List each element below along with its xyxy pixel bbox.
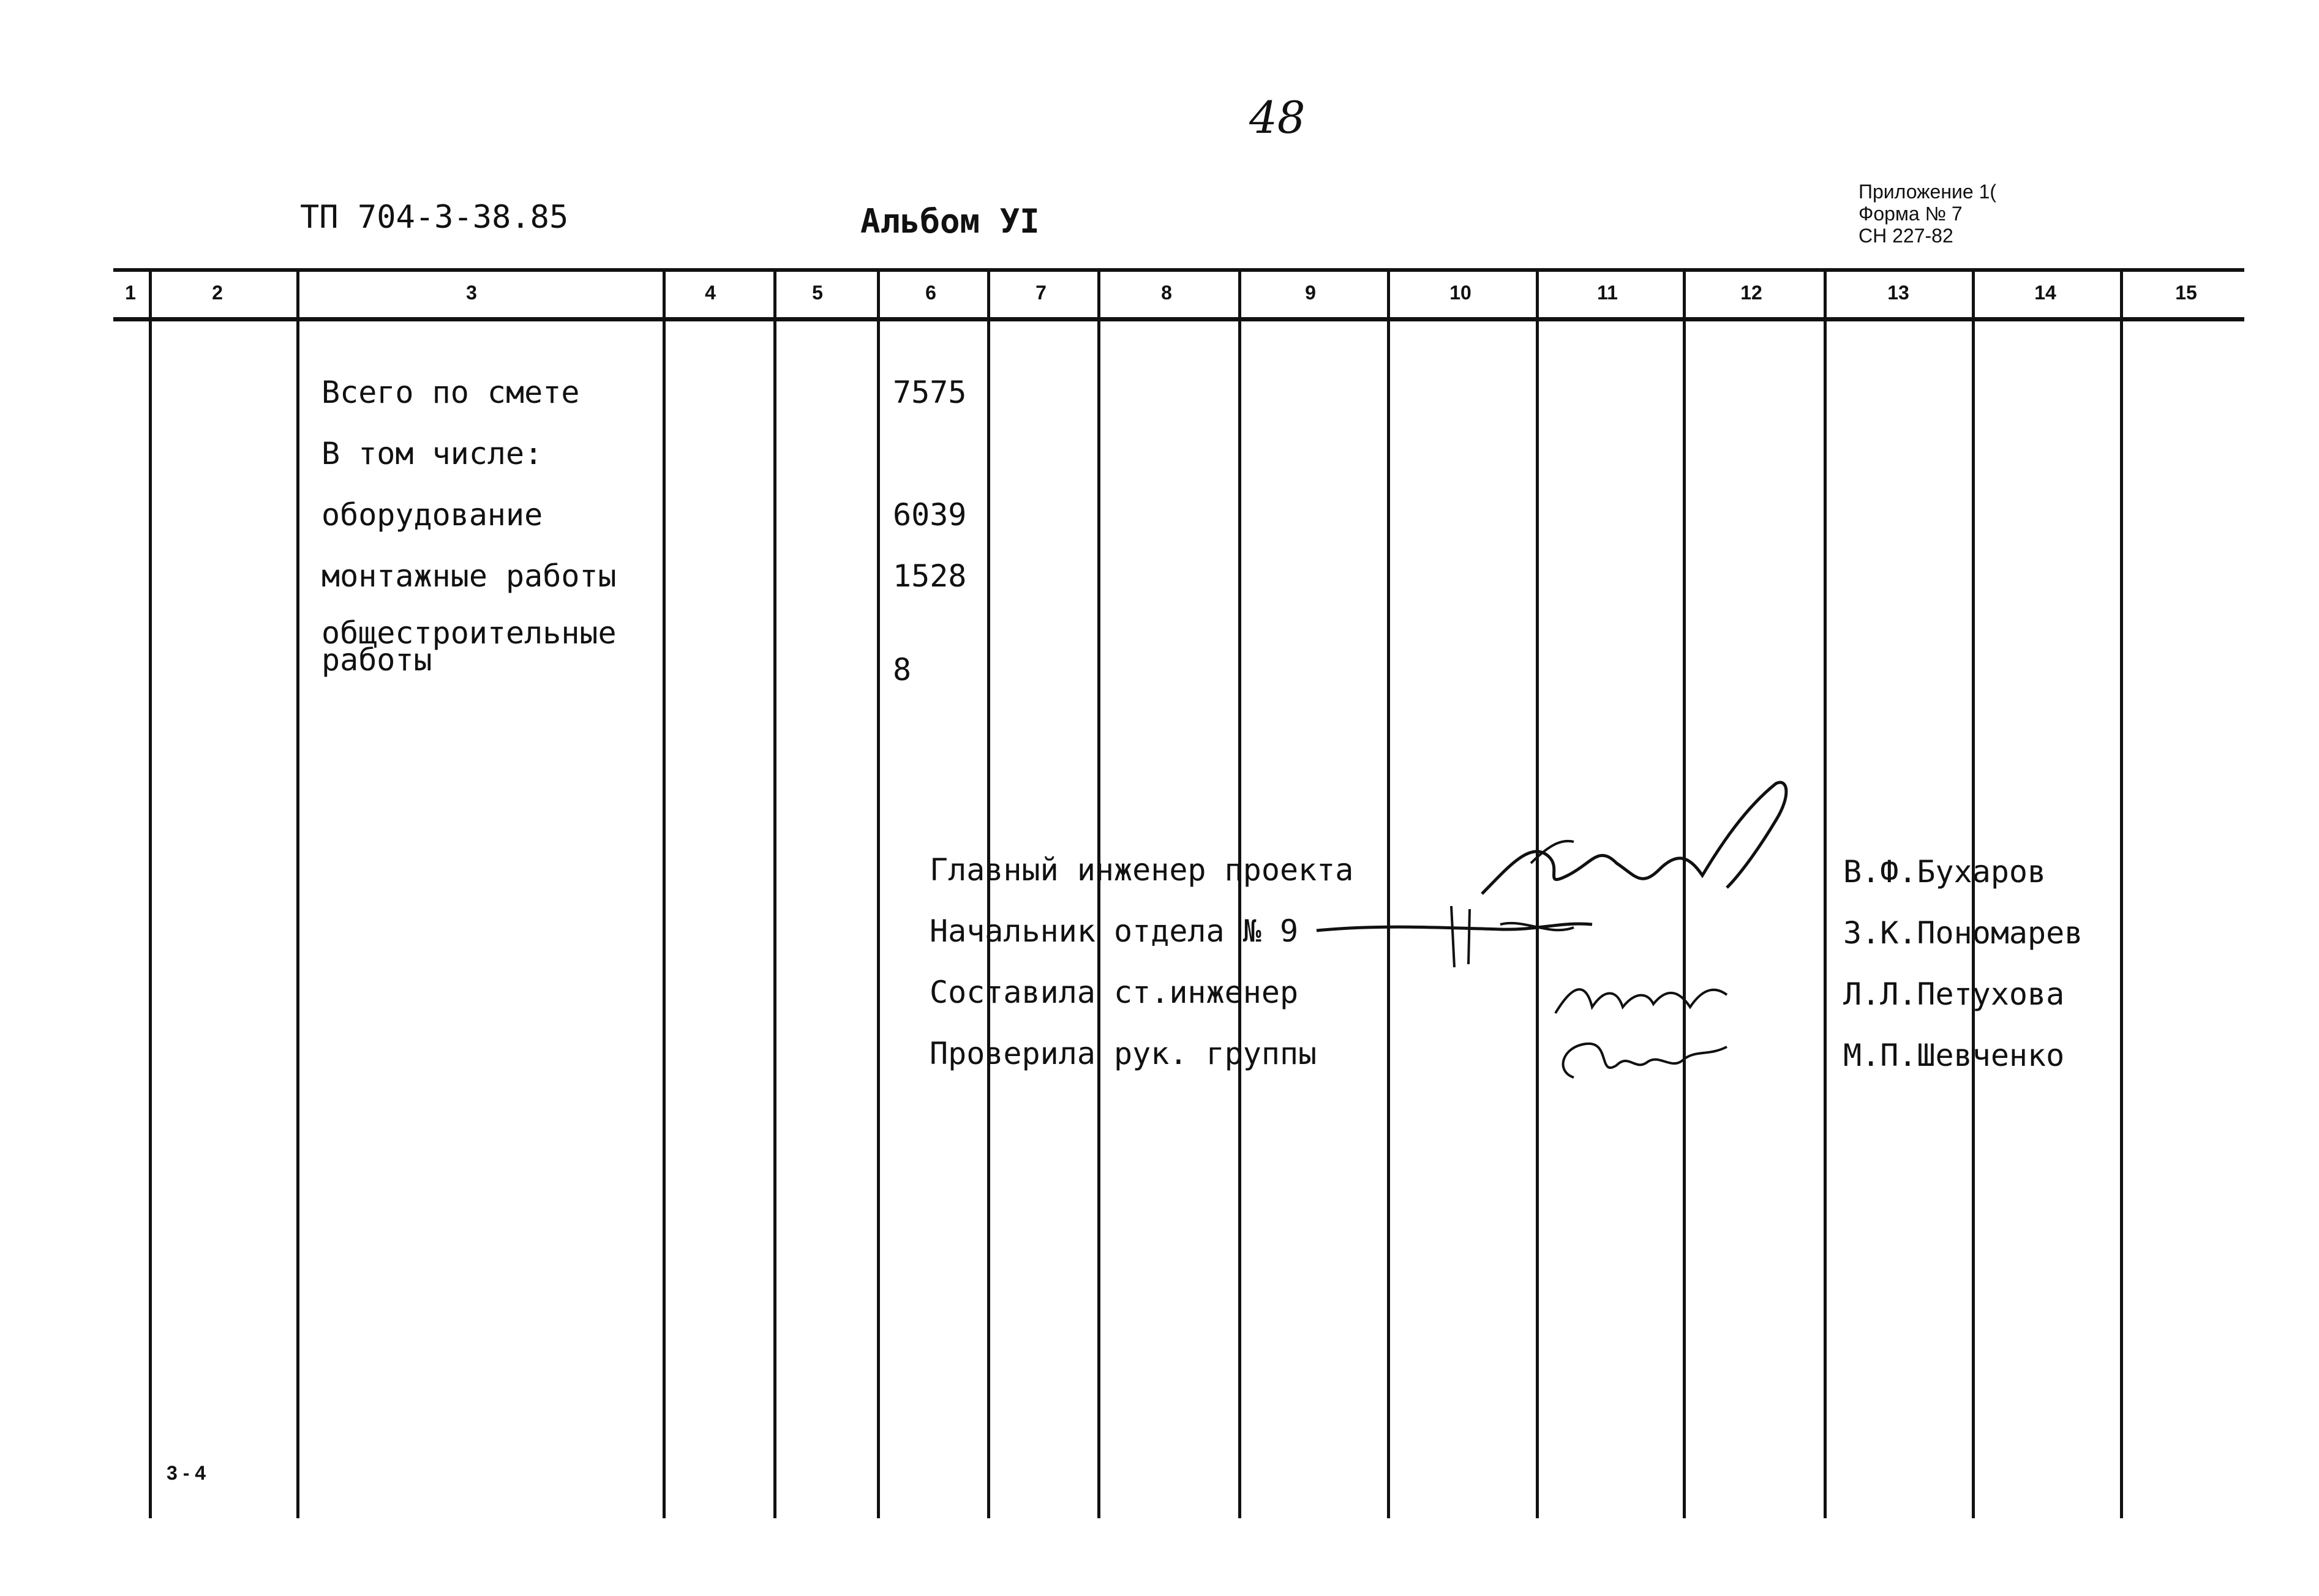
row-label-equipment: оборудование (321, 497, 543, 533)
signature-name: Л.Л.Петухова (1843, 976, 2065, 1012)
signature-scribble-checker (1549, 1028, 1733, 1090)
column-number: 14 (2034, 282, 2056, 304)
row-label-total: Всего по смете (321, 375, 580, 410)
appendix-line-2: Форма № 7 (1859, 203, 1963, 225)
column-number: 9 (1305, 282, 1316, 304)
column-number: 3 (466, 282, 477, 304)
row-label-construction-2: работы (321, 642, 432, 678)
column-number: 15 (2175, 282, 2197, 304)
column-number: 5 (812, 282, 823, 304)
signature-role: Составила ст.инженер (930, 975, 1299, 1010)
column-number: 1 (125, 282, 136, 304)
signature-name: В.Ф.Бухаров (1843, 854, 2047, 890)
column-divider (1238, 269, 1241, 1518)
signature-name: М.П.Шевченко (1843, 1038, 2065, 1073)
column-number: 7 (1035, 282, 1047, 304)
sheet-code: 3 - 4 (167, 1462, 206, 1484)
column-divider (877, 269, 880, 1518)
album-title: Альбом УI (860, 202, 1040, 241)
signature-role: Главный инженер проекта (930, 852, 1354, 888)
column-number: 12 (1740, 282, 1762, 304)
document-code: ТП 704-3-38.85 (300, 199, 569, 236)
signature-role: Начальник отдела № 9 (930, 913, 1299, 949)
column-divider (149, 269, 152, 1518)
row-label-including: В том числе: (321, 436, 543, 471)
column-number: 13 (1887, 282, 1909, 304)
appendix-line-3: СН 227-82 (1859, 225, 1953, 247)
column-divider (987, 269, 990, 1518)
column-divider (2120, 269, 2123, 1518)
column-divider (663, 269, 666, 1518)
appendix-line-1: Приложение 1( (1859, 181, 1997, 203)
row-value-total: 7575 (893, 375, 967, 410)
column-number: 11 (1597, 282, 1618, 304)
appendix-note (1859, 181, 2103, 247)
signature-name: З.К.Пономарев (1843, 915, 2083, 951)
signature-scribble-compiler (1549, 970, 1733, 1025)
table-top-rule (113, 268, 2244, 272)
page-number: 48 (1249, 92, 1306, 143)
row-label-construction: общестроительные (321, 615, 617, 651)
column-divider (296, 269, 299, 1518)
column-divider (773, 269, 776, 1518)
signature-role: Проверила рук. группы (930, 1036, 1317, 1071)
column-number: 2 (212, 282, 223, 304)
signature-scribble-department-head (1304, 894, 1647, 980)
row-label-installation: монтажные работы (321, 558, 617, 594)
row-value-installation: 1528 (893, 558, 967, 594)
column-number: 10 (1449, 282, 1471, 304)
column-divider (1972, 269, 1975, 1518)
column-number: 6 (925, 282, 936, 304)
column-number: 4 (705, 282, 716, 304)
column-divider (1097, 269, 1100, 1518)
column-number: 8 (1161, 282, 1172, 304)
table-header-rule (113, 317, 2244, 321)
row-value-equipment: 6039 (893, 497, 967, 533)
row-value-construction: 8 (893, 652, 912, 687)
